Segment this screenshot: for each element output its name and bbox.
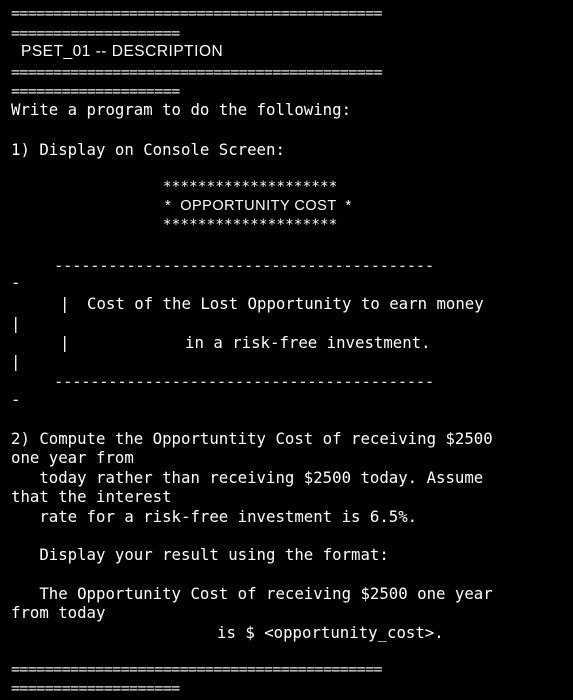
box-line1-bar: | xyxy=(60,294,70,313)
header-rule-top-short: ==================== xyxy=(11,24,180,42)
footer-rule-short: ==================== xyxy=(11,679,180,697)
step2-line-2: one year from xyxy=(11,448,134,467)
step2-line-7: The Opportunity Cost of receiving $2500 one year xyxy=(11,584,493,603)
intro-text: Write a program to do the following: xyxy=(11,100,352,119)
step2-line-8: from today xyxy=(11,603,106,622)
box-left-bar-1: | xyxy=(11,314,21,333)
box-dash-top: ------------------------------------------ xyxy=(54,256,434,275)
footer-rule-long: ============================================ xyxy=(11,660,382,678)
page-title: PSET_01 -- DESCRIPTION xyxy=(21,43,224,60)
banner-stars-bottom: ******************** xyxy=(163,217,338,233)
step2-line-1: 2) Compute the Opportuntity Cost of receiving $2500 xyxy=(11,429,493,448)
step2-line-3: today rather than receiving $2500 today. Assume xyxy=(11,468,484,487)
box-dash-bottom: ------------------------------------------ xyxy=(54,372,434,391)
box-left-bar-2: | xyxy=(11,352,21,371)
header-rule-mid-long: ============================================ xyxy=(11,63,382,81)
step1-label: 1) Display on Console Screen: xyxy=(11,140,285,159)
banner-stars-top: ******************** xyxy=(163,179,338,195)
box-line2-text: in a risk-free investment. xyxy=(185,333,431,352)
box-left-dash-2: - xyxy=(11,390,21,409)
header-rule-top-long: ============================================ xyxy=(11,4,382,22)
step2-line-9: is $ <opportunity_cost>. xyxy=(217,623,444,642)
step2-line-4: that the interest xyxy=(11,487,172,506)
box-left-dash-1: - xyxy=(11,273,21,292)
step2-line-5: rate for a risk-free investment is 6.5%. xyxy=(11,507,418,526)
box-line2-bar: | xyxy=(60,333,70,352)
header-rule-mid-short: ==================== xyxy=(11,82,180,100)
banner-title: * OPPORTUNITY COST * xyxy=(165,198,352,214)
box-line1-text: Cost of the Lost Opportunity to earn money xyxy=(87,294,484,313)
step2-line-6: Display your result using the format: xyxy=(11,545,389,564)
